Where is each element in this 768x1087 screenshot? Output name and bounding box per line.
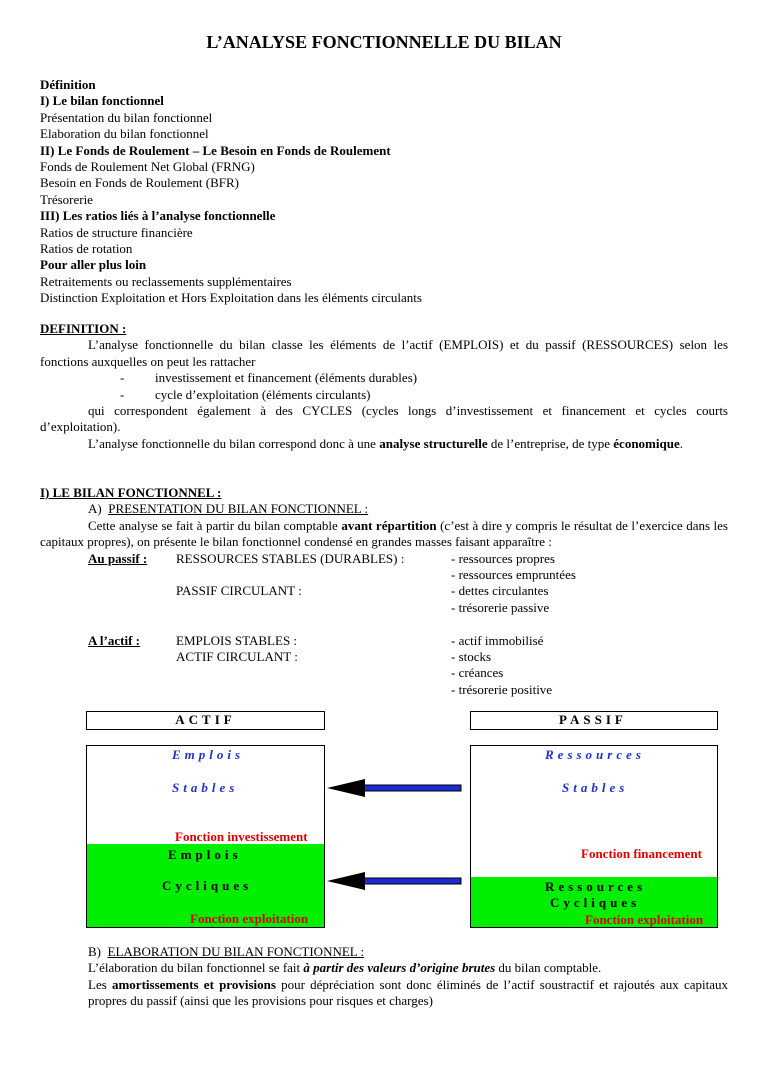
list-detail: - ressources empruntées <box>451 567 576 583</box>
arrow-cycliques <box>327 872 461 890</box>
list-row <box>40 551 728 567</box>
list-detail: - ressources propres <box>451 550 555 566</box>
list-category: ACTIF CIRCULANT : <box>176 648 298 664</box>
arrow-stables <box>327 779 461 797</box>
passif-header: PASSIF <box>470 711 718 730</box>
list-row <box>40 633 728 649</box>
list-label: Au passif : <box>88 550 148 566</box>
fonction-exploitation-left-label: Fonction exploitation <box>190 911 309 926</box>
list-detail: - stocks <box>451 648 492 664</box>
definition-heading: DEFINITION : <box>40 321 127 336</box>
list-row <box>40 665 728 681</box>
toc-item: Présentation du bilan fonctionnel <box>40 109 213 125</box>
table-of-contents <box>40 77 740 307</box>
toc-item: I) Le bilan fonctionnel <box>40 93 164 109</box>
toc-item: Trésorerie <box>40 191 93 207</box>
emplois-cycliques-label: Emplois <box>168 847 242 862</box>
list-row <box>40 600 728 616</box>
bullet-item: - cycle d’exploitation (éléments circulants) <box>120 386 371 402</box>
list-detail: - trésorerie positive <box>451 681 553 697</box>
fonction-exploitation-right-label: Fonction exploitation <box>585 912 704 927</box>
toc-item: Pour aller plus loin <box>40 257 147 273</box>
toc-item: Ratios de structure financière <box>40 224 193 240</box>
list-row <box>40 682 728 698</box>
list-row <box>40 583 728 599</box>
definition-section <box>40 321 728 452</box>
toc-item: III) Les ratios liés à l’analyse fonctionnelle <box>40 208 276 224</box>
arrows <box>325 775 465 900</box>
list-detail: - dettes circulantes <box>451 583 549 599</box>
list-category: RESSOURCES STABLES (DURABLES) : <box>176 550 405 566</box>
list-label: A l’actif : <box>88 632 140 648</box>
toc-item: Ratios de rotation <box>40 241 133 257</box>
elaboration-paragraph-1: L’élaboration du bilan fonctionnel se fait à partir des valeurs d’origine brutes du bilan comptable. <box>88 960 602 976</box>
emplois-label: Emplois <box>172 747 245 762</box>
toc-item: II) Le Fonds de Roulement – Le Besoin en Fonds de Roulement <box>40 142 391 158</box>
ressources-label: Ressources <box>545 747 645 762</box>
passif-list <box>40 551 728 617</box>
toc-item: Fonds de Roulement Net Global (FRNG) <box>40 159 255 175</box>
stables-label: Stables <box>172 780 239 795</box>
toc-item: Elaboration du bilan fonctionnel <box>40 126 209 142</box>
elaboration-paragraph-2: Les amortissements et provisions pour dépréciation sont donc éliminés de l’actif soustractif et rajoutés aux capitaux propres du passif (ainsi que les provisions pour risques et charges) <box>88 976 728 1009</box>
list-row <box>40 567 728 583</box>
toc-item: Distinction Exploitation et Hors Exploitation dans les éléments circulants <box>40 290 422 306</box>
actif-list <box>40 633 728 699</box>
presentation-paragraph: Cette analyse se fait à partir du bilan comptable avant répartition (c’est à dire y compris le résultat de l’exercice dans les capitaux propres), on présente le bilan fonctionnel condensé en grandes masses faisant apparaître : <box>40 517 728 550</box>
bullet-item: - investissement et financement (éléments durables) <box>120 370 418 386</box>
toc-item: Retraitements ou reclassements supplémentaires <box>40 273 292 289</box>
list-row <box>40 649 728 665</box>
list-detail: - actif immobilisé <box>451 632 544 648</box>
section-bilan-fonctionnel <box>40 485 728 698</box>
fonction-financement-label: Fonction financement <box>581 846 702 861</box>
list-detail: - trésorerie passive <box>451 599 550 615</box>
section-heading: I) LE BILAN FONCTIONNEL : <box>40 485 222 500</box>
fonction-investissement-label: Fonction investissement <box>175 829 308 844</box>
toc-item: Définition <box>40 77 96 92</box>
list-detail: - créances <box>451 665 504 681</box>
page-title: L’ANALYSE FONCTIONNELLE DU BILAN <box>206 32 562 52</box>
toc-item: Besoin en Fonds de Roulement (BFR) <box>40 175 239 191</box>
stables-right-label: Stables <box>562 780 629 795</box>
list-category: EMPLOIS STABLES : <box>176 632 298 648</box>
cycliques-label: Cycliques <box>162 878 253 893</box>
cycliques-right-label: Cycliques <box>550 895 641 910</box>
ressources-cycliques-label: Ressources <box>545 879 647 894</box>
list-category: PASSIF CIRCULANT : <box>176 583 302 599</box>
section-elaboration <box>40 944 728 1010</box>
definition-paragraph-2: qui correspondent également à des CYCLES (cycles longs d’investissement et financement et cycles courts d’exploitation). <box>40 403 728 435</box>
definition-paragraph-1: L’analyse fonctionnelle du bilan classe les éléments de l’actif (EMPLOIS) et du passif (RESSOURCES) selon les fonctions auxquelles on peut les rattacher <box>40 337 728 369</box>
subsection-a-title: A) PRESENTATION DU BILAN FONCTIONNEL : <box>88 501 369 517</box>
actif-header: ACTIF <box>86 711 325 730</box>
subsection-b-title: B) ELABORATION DU BILAN FONCTIONNEL : <box>88 944 365 959</box>
definition-paragraph-3: L’analyse fonctionnelle du bilan correspond donc à une analyse structurelle de l’entreprise, de type économique. <box>88 435 683 451</box>
